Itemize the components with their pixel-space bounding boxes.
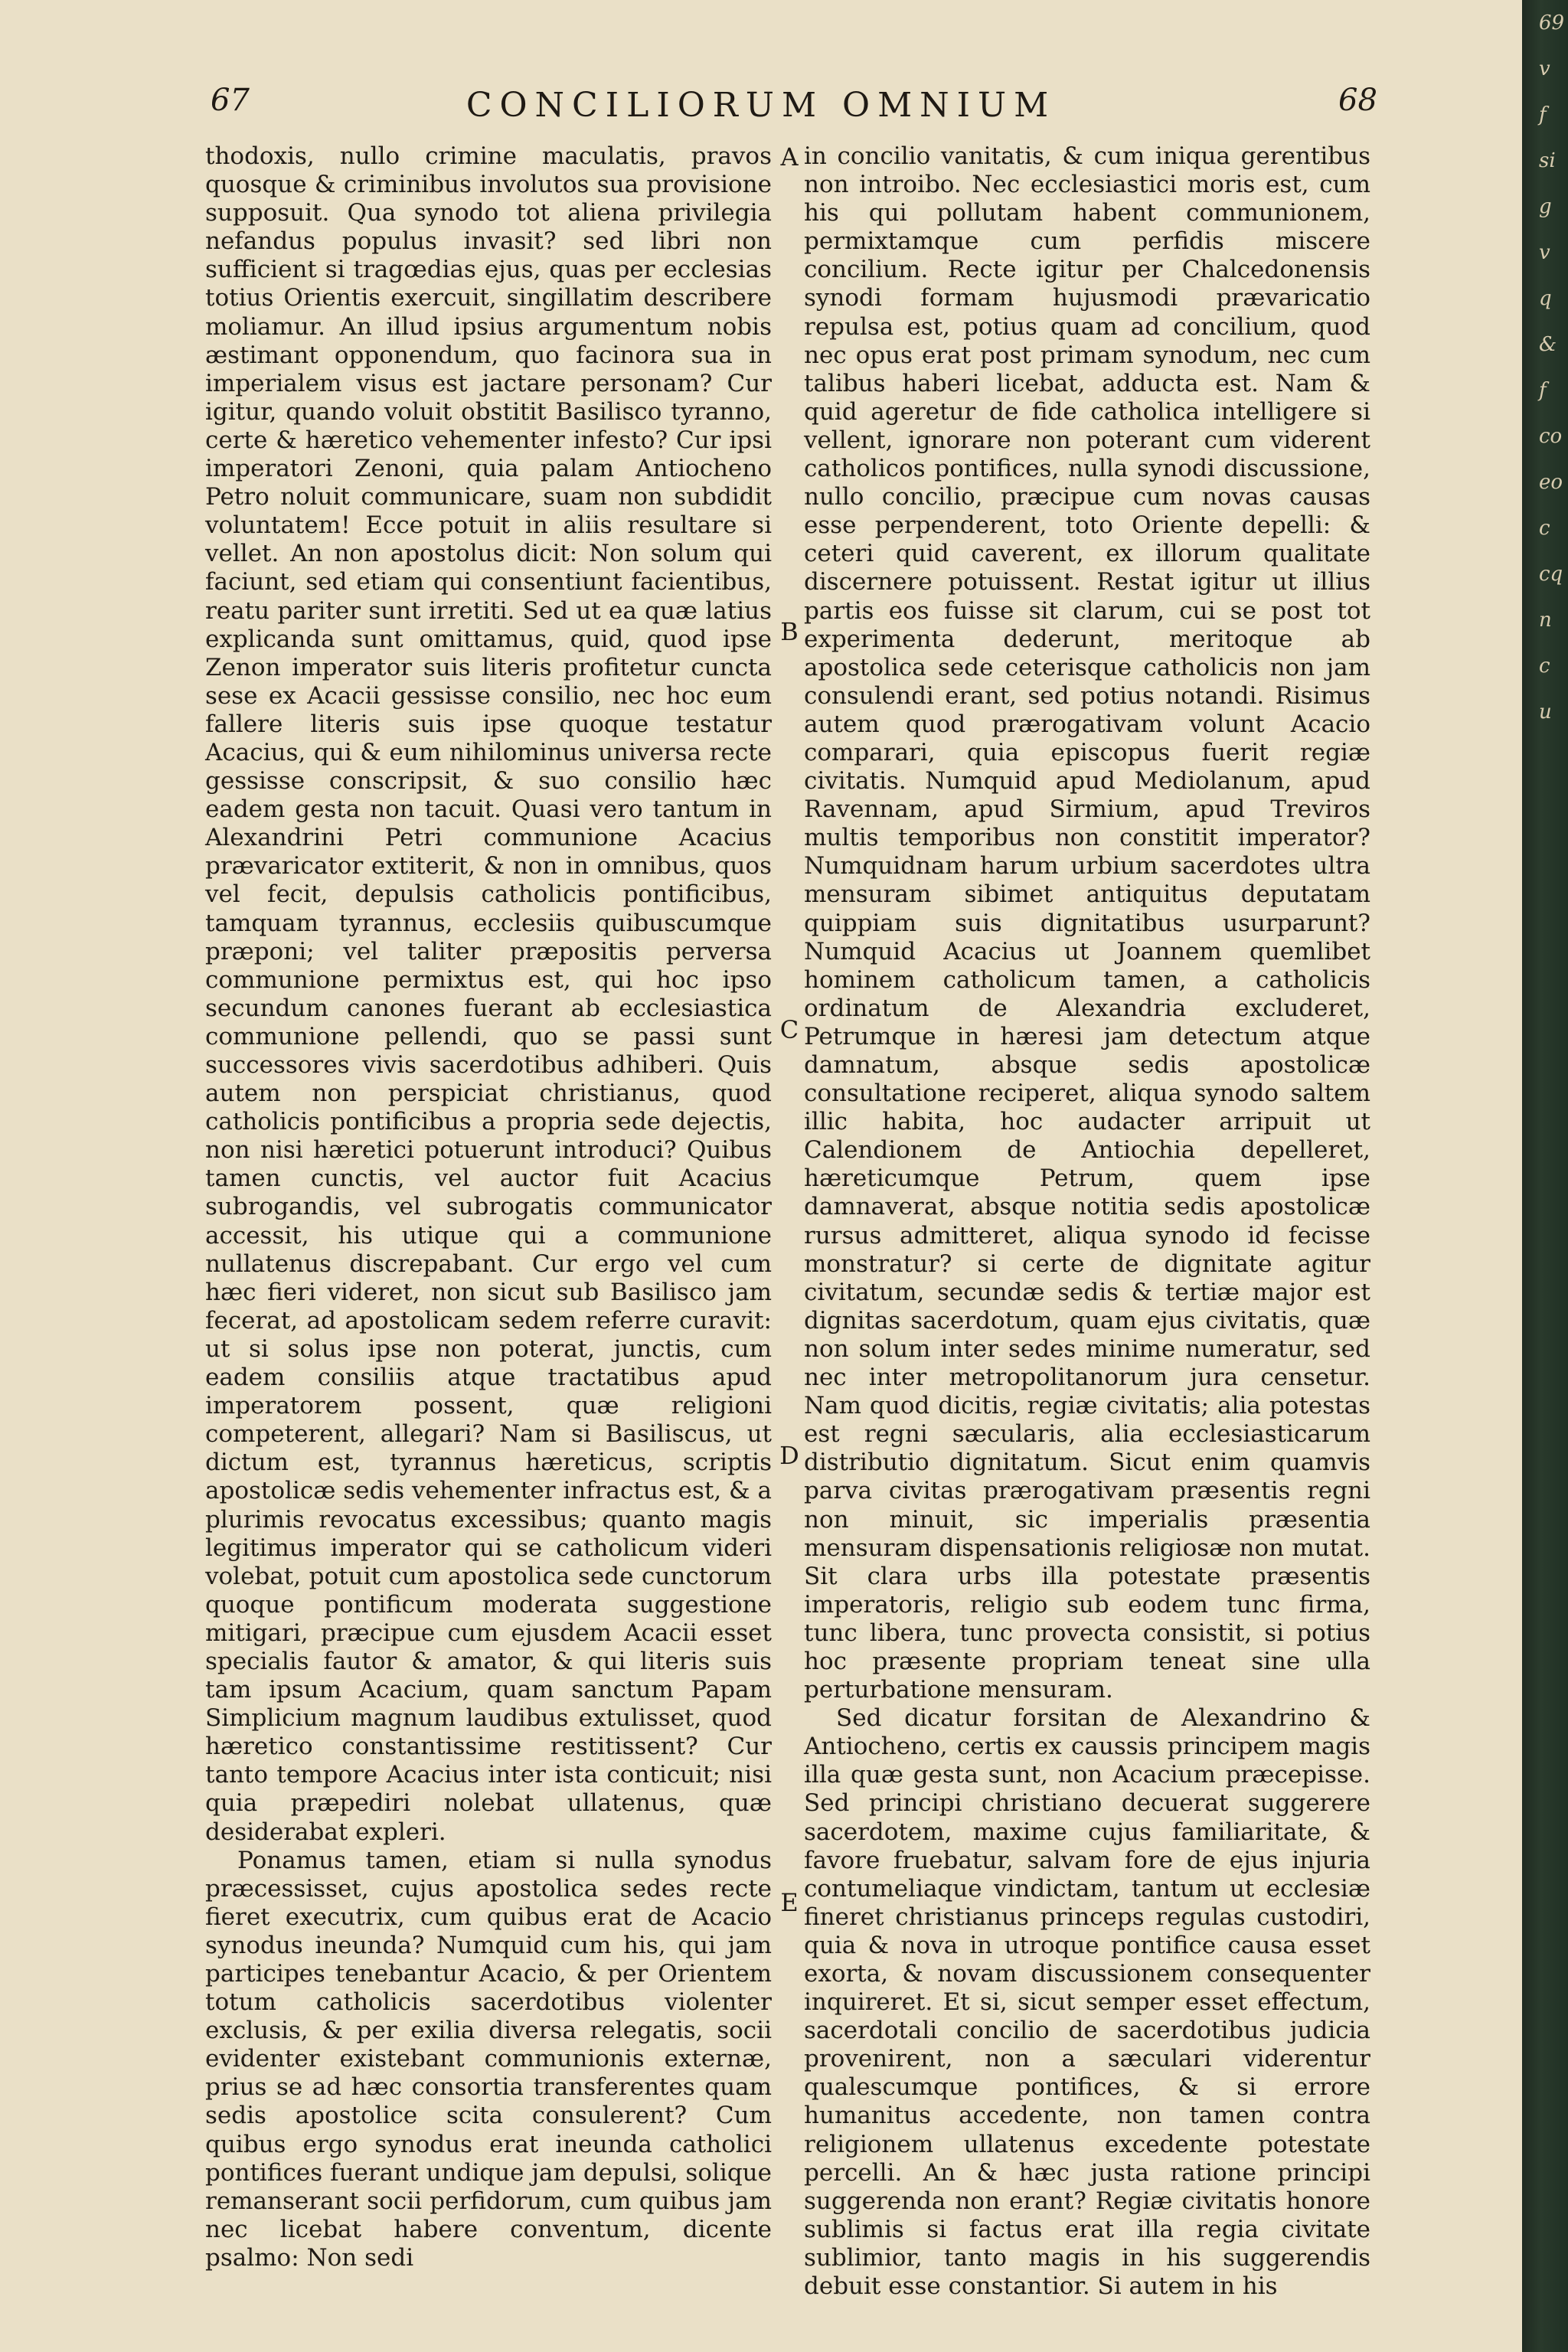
section-marker-e: E xyxy=(780,1888,799,1917)
section-marker-c: C xyxy=(779,1015,799,1044)
edge-glyph: c xyxy=(1539,517,1550,540)
right-paragraph-2: Sed dicatur forsitan de Alexandrino & Antiocheno, certis ex caussis principem magis illa quæ gesta sunt, non Acacium præcepisse. Sed principi christiano decuerat suggerere sacerdotem, maxime cujus familiaritate, & favore fruebatur, salvam fore de ejus injuria contumeliaque vindictam, tantum ut ecclesiæ fineret christianus princeps regulas custodiri, quia & nova in utroque pontifice causa esset exorta, & novam discussionem consequenter inquireret. Et si, sicut semper esset effectum, sacerdotali concilio de sacerdotibus judicia provenirent, non a sæculari viderentur qualescumque pontifices, & si errore humanitus accedente, non tamen contra religionem ullatenus excedente potestate percelli. An & hæc justa ratione principi suggerenda non erant? Regiæ civitatis honore sublimis si factus erat illa regia civitate sublimior, tanto magis in his suggerendis debuit esse constantior. Si autem in his xyxy=(804,1704,1370,2301)
edge-glyph: n xyxy=(1539,609,1552,632)
edge-glyph: g xyxy=(1539,195,1552,218)
right-paragraph-1: in concilio vanitatis, & cum iniqua gerentibus non introibo. Nec ecclesiastici moris est, cum his qui pollutam habent communionem, permixtamque cum perfidis miscere concilium. Recte igitur per Chalcedonensis synodi formam hujusmodi prævaricatio repulsa est, potius quam ad concilium, quod nec opus erat post primam synodum, nec cum talibus haberi licebat, adducta est. Nam & quid ageretur de fide catholica intelligere si vellent, ignorare non poterant cum viderent catholicos pontifices, nulla synodi discussione, nullo concilio, præcipue cum novas causas esse perpenderent, toto Oriente depelli: & ceteri quid caverent, ex illorum qualitate discernere potuissent. Restat igitur ut illius partis eos fuisse sit clarum, cui se post tot experimenta dederunt, meritoque ab apostolica sede ceterisque catholicis non jam consulendi erant, sed potius notandi. Risimus autem quod prærogativam volunt Acacio comparari, quia episcopus fuerit regiæ civitatis. Numquid apud Mediolanum, apud Ravennam, apud Sirmium, apud Treviros multis temporibus non constitit imperator? Numquidnam harum urbium sacerdotes ultra mensuram sibimet antiquitus deputatam quippiam suis dignitatibus usurparunt? Numquid Acacius ut Joannem quemlibet hominem catholicum tamen, a catholicis ordinatum de Alexandria excluderet, Petrumque in hæresi jam detectum atque damnatum, absque sedis apostolicæ consultatione reciperet, aliqua synodo saltem illic habita, hoc audacter arripuit ut Calendionem de Antiochia depelleret, hæreticumque Petrum, quem ipse damnaverat, absque notitia sedis apostolicæ rursus admitteret, aliqua synodo id fecisse monstratur? si certe de dignitate agitur civitatum, secundæ sedis & tertiæ major est dignitas sacerdotum, quam ejus civitatis, quæ non solum inter sedes minime numeratur, sed nec inter metropolitanorum jura censetur. Nam quod dicitis, regiæ civitatis; alia potestas est regni sæcularis, alia ecclesiasticarum distributio dignitatum. Sicut enim quamvis parva civitas prærogativam præsentis regni non minuit, sic imperialis præsentia mensuram dispensationis religiosæ non mutat. Sit clara urbs illa potestate præsentis imperatoris, religio sub eodem tunc firma, tunc libera, tunc provecta consistit, si potius hoc præsente propriam teneat sine ulla perturbatione mensuram. xyxy=(804,142,1370,1704)
edge-glyph: v xyxy=(1539,241,1550,264)
edge-glyph: 69 xyxy=(1539,11,1565,34)
left-paragraph-1: thodoxis, nullo crimine maculatis, pravos quosque & criminibus involutos sua provisione supposuit. Qua synodo tot aliena privilegia nefandus populus invasit? sed libri non sufficient si tragœdias ejus, quas per ecclesias totius Orientis exercuit, singillatim describere moliamur. An illud ipsius argumentum nobis æstimant opponendum, quo facinora sua in imperialem visus est jactare personam? Cur igitur, quando voluit obstitit Basilisco tyranno, certe & hæretico vehementer infesto? Cur ipsi imperatori Zenoni, quia palam Antiocheno Petro noluit communicare, suam non subdidit voluntatem! Ecce potuit in aliis resultare si vellet. An non apostolus dicit: Non solum qui faciunt, sed etiam qui consentiunt facientibus, reatu pariter sunt irretiti. Sed ut ea quæ latius explicanda sunt omittamus, quid, quod ipse Zenon imperator suis literis profitetur cuncta sese ex Acacii gessisse consilio, nec hoc eum fallere literis suis ipse quoque testatur Acacius, qui & eum nihilominus universa recte gessisse conscripsit, & suo consilio hæc eadem gesta non tacuit. Quasi vero tantum in Alexandrini Petri communione Acacius prævaricator extiterit, & non in omnibus, quos vel fecit, depulsis catholicis pontificibus, tamquam tyrannus, ecclesiis quibuscumque præponi; vel taliter præpositis perversa communione permixtus est, qui hoc ipso secundum canones fuerant ab ecclesiastica communione pellendi, quo se passi sunt successores vivis sacerdotibus adhiberi. Quis autem non perspiciat christianus, quod catholicis pontificibus a propria sede dejectis, non nisi hæretici potuerunt introduci? Quibus tamen cunctis, vel auctor fuit Acacius subrogandis, vel subrogatis communicator accessit, his utique qui a communione nullatenus discrepabant. Cur ergo vel cum hæc fieri videret, non sicut sub Basilisco jam fecerat, ad apostolicam sedem referre curavit: ut si solus ipse non poterat, junctis, cum eadem consiliis atque tractatibus apud imperatorem possent, quæ religioni competerent, allegari? Nam si Basiliscus, ut dictum est, tyrannus hæreticus, scriptis apostolicæ sedis vehementer infractus est, & a plurimis revocatus excessibus; quanto magis legitimus imperator qui se catholicum videri volebat, potuit cum apostolica sede cunctorum quoque pontificum moderata suggestione mitigari, præcipue cum ejusdem Acacii esset specialis fautor & amator, & qui literis suis tam ipsum Acacium, quam sanctum Papam Simplicium magnum laudibus extulisset, quod hæretico constantissime restitissent? Cur tanto tempore Acacius inter ista conticuit; nisi quia præpediri nolebat ullatenus, quæ desiderabat expleri. xyxy=(205,142,772,1846)
edge-glyph: cq xyxy=(1539,563,1563,586)
page-number-right: 68 xyxy=(1338,83,1377,118)
edge-glyph: si xyxy=(1539,149,1556,172)
right-column xyxy=(804,142,1370,2317)
edge-glyph: co xyxy=(1539,425,1563,448)
section-marker-a: A xyxy=(780,142,799,172)
left-column xyxy=(205,142,772,2317)
page-header xyxy=(0,83,1522,136)
edge-glyph: & xyxy=(1539,333,1557,356)
edge-glyph: f xyxy=(1539,103,1547,126)
adjacent-page-edge xyxy=(1522,0,1568,2352)
edge-glyph: v xyxy=(1539,57,1550,80)
edge-glyph: q xyxy=(1539,287,1552,310)
edge-glyph: eo xyxy=(1539,471,1563,494)
edge-glyph: f xyxy=(1539,379,1547,402)
page-number-left: 67 xyxy=(211,83,250,118)
section-marker-b: B xyxy=(780,617,799,646)
edge-glyph: c xyxy=(1539,655,1550,678)
edge-glyph: u xyxy=(1539,701,1552,724)
section-marker-d: D xyxy=(779,1441,799,1470)
left-paragraph-2: Ponamus tamen, etiam si nulla synodus præcessisset, cujus apostolica sedes recte fieret executrix, cum quibus erat de Acacio synodus ineunda? Numquid cum his, qui jam participes tenebantur Acacio, & per Orientem totum catholicis sacerdotibus violenter exclusis, & per exilia diversa relegatis, socii evidenter existebant communionis externæ, prius se ad hæc consortia transferentes quam sedis apostolice scita consulerent? Cum quibus ergo synodus erat ineunda catholici pontifices fuerant undique jam depulsi, solique remanserant socii perfidorum, cum quibus jam nec licebat habere conventum, dicente psalmo: Non sedi xyxy=(205,1846,772,2272)
running-title: CONCILIORUM OMNIUM xyxy=(466,86,1057,125)
